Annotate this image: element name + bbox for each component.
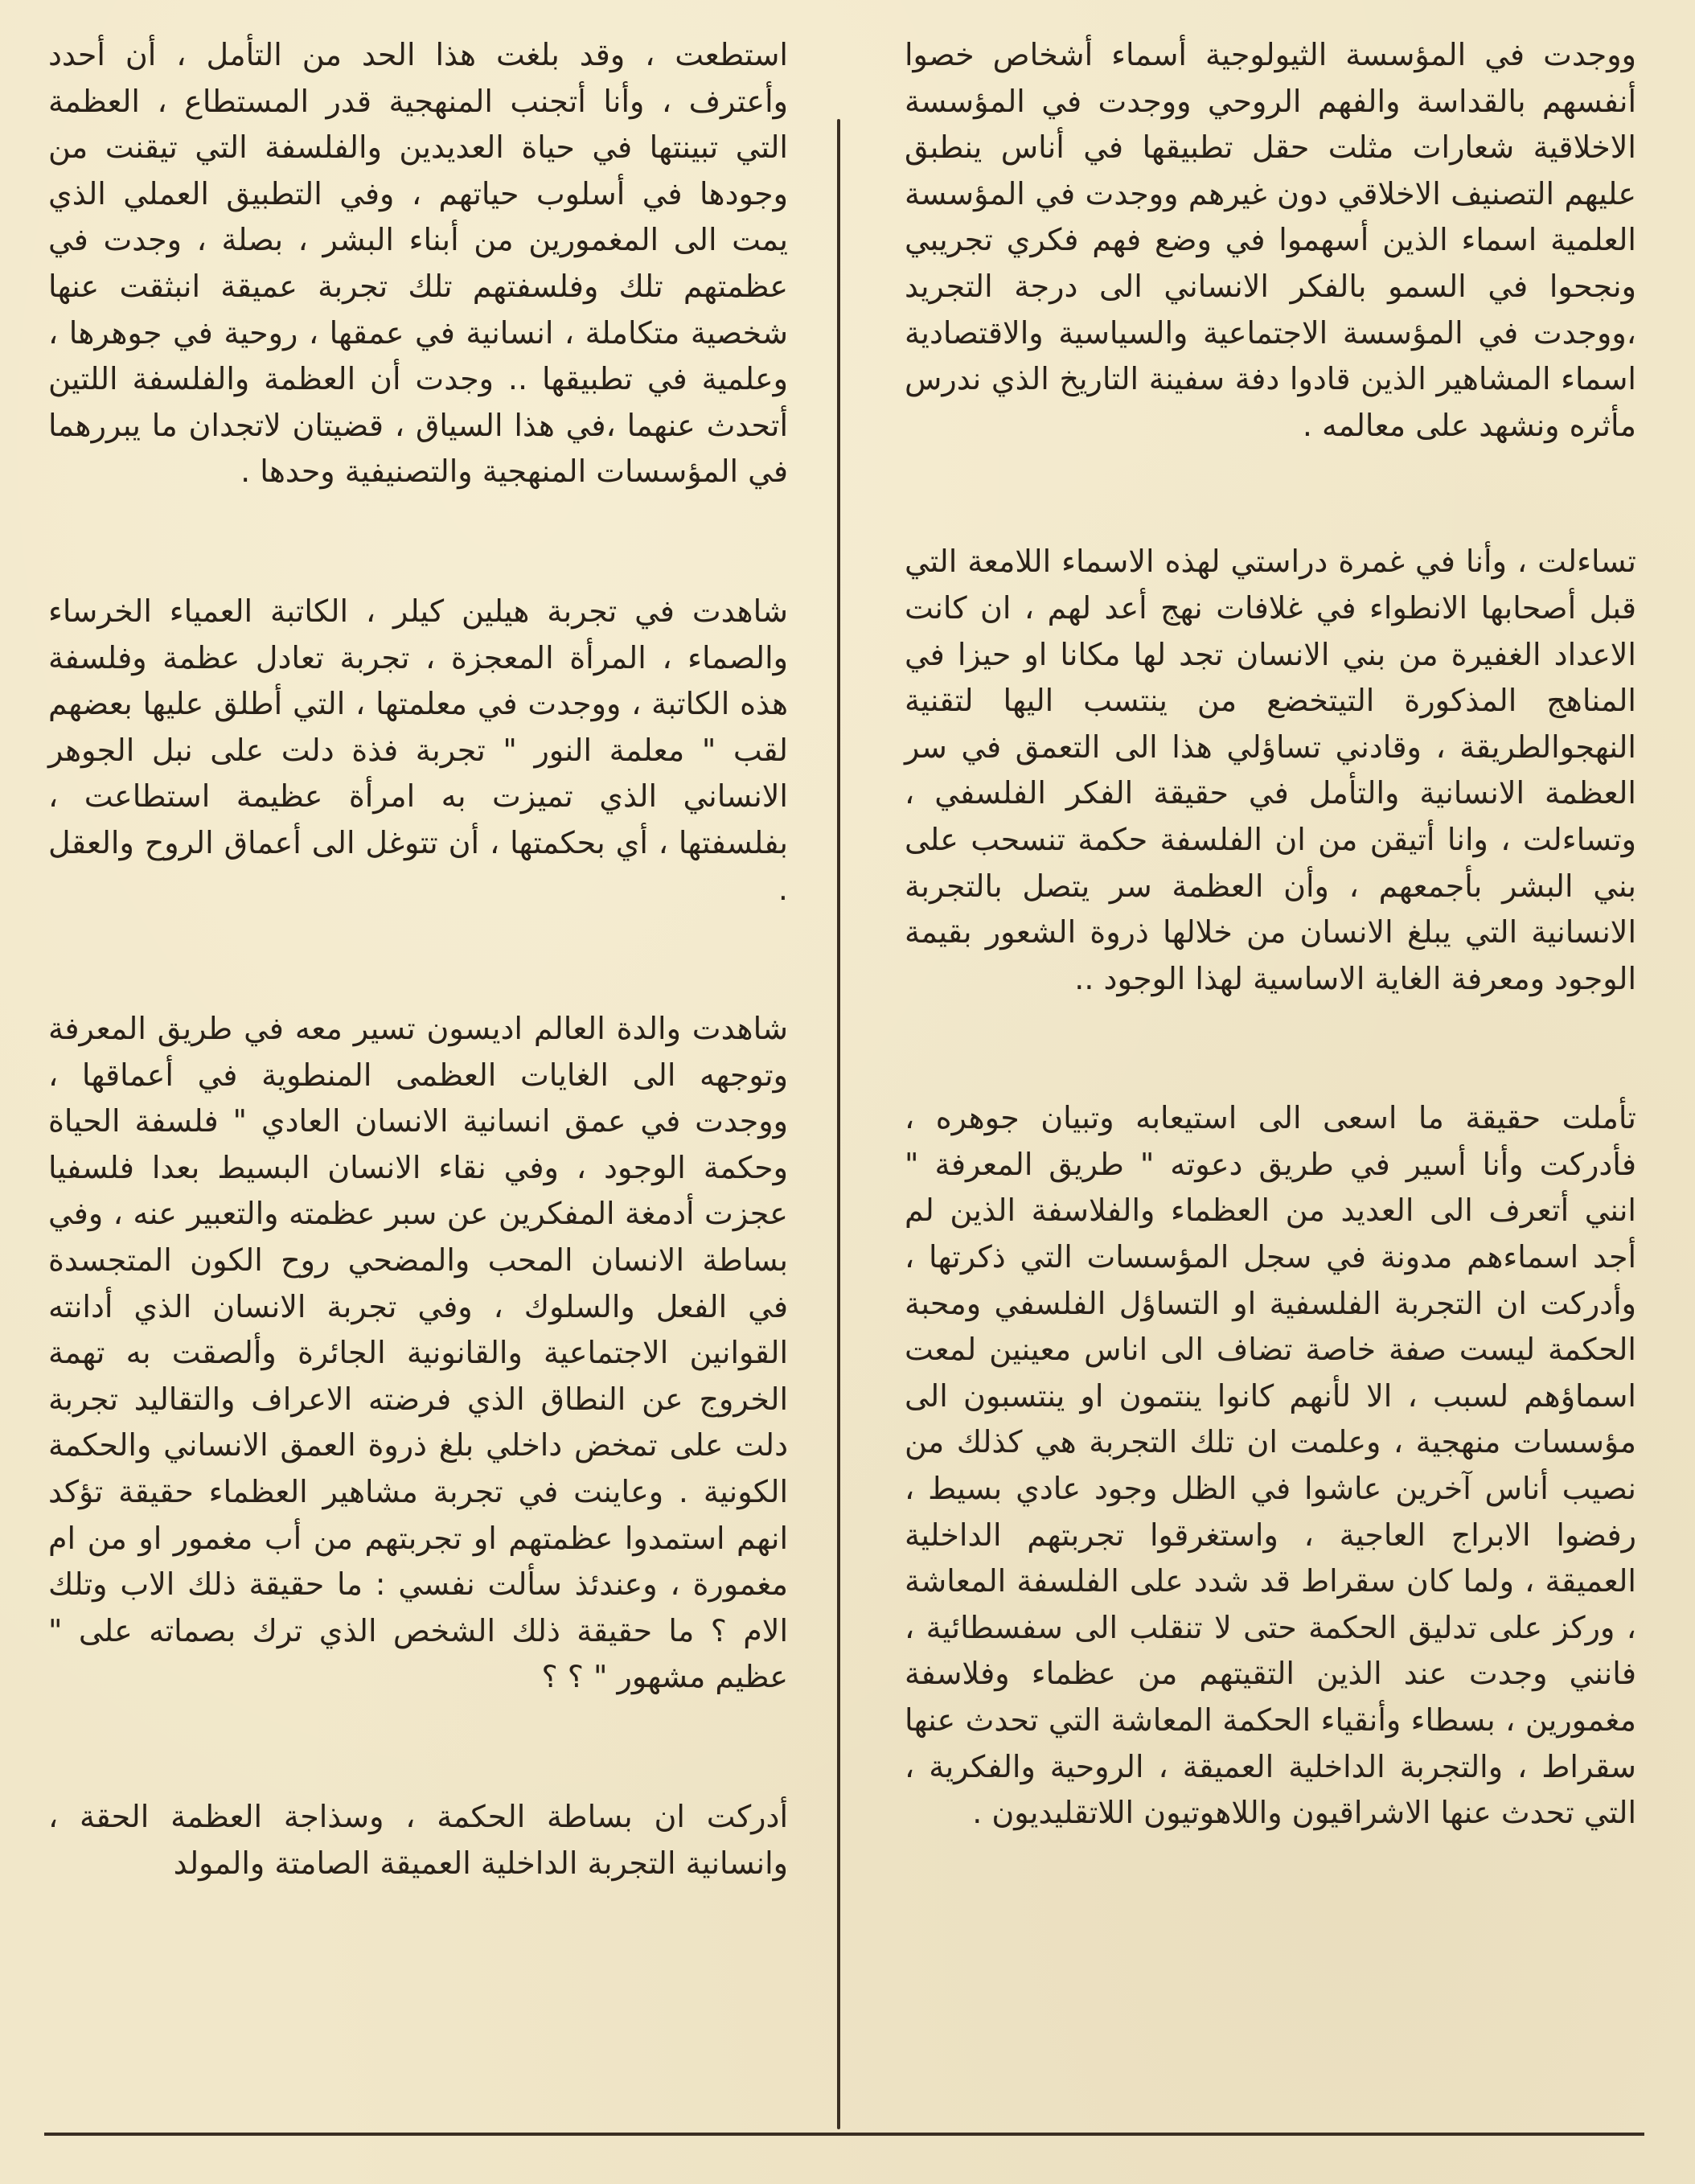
article-column-left — [48, 32, 788, 1886]
paragraph-spacer — [905, 449, 1636, 539]
paragraph-spacer — [48, 1701, 788, 1794]
bottom-rule — [44, 2133, 1644, 2136]
paragraph: تأملت حقيقة ما اسعى الى استيعابه وتبيان جوهره ، فأدركت وأنا أسير في طريق دعوته " طريق المعرفة " انني أتعرف الى العديد من العظماء والفلاسفة الذين لم أجد اسماءهم مدونة في سجل المؤسسات التي ذكرتها ، وأدركت ان التجربة الفلسفية او التساؤل الفلسفي ومحبة الحكمة ليست صفة خاصة تضاف الى اناس معينين لمعت اسماؤهم لسبب ، الا لأنهم كانوا ينتمون او ينتسبون الى مؤسسات منهجية ، وعلمت ان تلك التجربة هي كذلك من نصيب أناس آخرين عاشوا في الظل وجود عادي بسيط ، رفضوا الابراج العاجية ، واستغرقوا تجربتهم الداخلية العميقة ، ولما كان سقراط قد شدد على الفلسفة المعاشة ، وركز على تدليق الحكمة حتى لا تنقلب الى سفسطائية ، فانني وجدت عند الذين التقيتهم من عظماء وفلاسفة مغمورين ، بسطاء وأنقياء الحكمة المعاشة التي تحدث عنها سقراط ، والتجربة الداخلية العميقة ، الروحية والفكرية ، التي تحدث عنها الاشراقيون واللاهوتيون اللاتقليديون . — [905, 1100, 1636, 1831]
paragraph-spacer — [905, 1002, 1636, 1095]
paragraph: شاهدت في تجربة هيلين كيلر ، الكاتبة العمياء الخرساء والصماء ، المرأة المعجزة ، تجربة تعادل عظمة وفلسفة هذه الكاتبة ، ووجدت في معلمتها ، التي أطلق عليها بعضهم لقب " معلمة النور " تجربة فذة دلت على نبل الجوهر الانساني الذي تميزت به امرأة عظيمة استطاعت ، بفلسفتها ، أي بحكمتها ، أن تتوغل الى أعماق الروح والعقل . — [48, 593, 788, 907]
paragraph-spacer — [48, 913, 788, 1006]
paragraph: استطعت ، وقد بلغت هذا الحد من التأمل ، أن أحدد وأعترف ، وأنا أتجنب المنهجية قدر المستطاع ، العظمة التي تبينتها في حياة العديدين والفلسفة التي تيقنت من وجودها في أسلوب حياتهم ، وفي التطبيق العملي الذي يمت الى المغمورين من أبناء البشر ، بصلة ، وجدت في عظمتهم تلك وفلسفتهم تلك تجربة عميقة انبثقت عنها شخصية متكاملة ، انسانية في عمقها ، روحية في جوهرها ، وعلمية في تطبيقها .. وجدت أن العظمة والفلسفة اللتين أتحدث عنهما ،في هذا السياق ، قضيتان لاتجدان ما يبررهما في المؤسسات المنهجية والتصنيفية وحدها . — [48, 37, 788, 490]
paragraph: تساءلت ، وأنا في غمرة دراستي لهذه الاسماء اللامعة التي قبل أصحابها الانطواء في غلافات نهج أعد لهم ، ان كانت الاعداد الغفيرة من بني الانسان تجد لها مكانا او حيزا في المناهج المذكورة التيتخضع من ينتسب اليها لتقنية النهجوالطريقة ، وقادني تساؤلي هذا الى التعمق في سر العظمة الانسانية والتأمل في حقيقة الفكر الفلسفي ، وتساءلت ، وانا أتيقن من ان الفلسفة حكمة تنسحب على بني البشر بأجمعهم ، وأن العظمة سر يتصل بالتجربة الانسانية التي يبلغ الانسان من خلالها ذروة الشعور بقيمة الوجود ومعرفة الغاية الاساسية لهذا الوجود .. — [905, 544, 1636, 996]
column-divider — [837, 119, 840, 2129]
paragraph-spacer — [48, 495, 788, 589]
paragraph: أدركت ان بساطة الحكمة ، وسذاجة العظمة الحقة ، وانسانية التجربة الداخلية العميقة الصامتة والمولد — [48, 1799, 788, 1881]
article-column-right — [905, 32, 1636, 1837]
paragraph: شاهدت والدة العالم اديسون تسير معه في طريق المعرفة وتوجهه الى الغايات العظمى المنطوية في أعماقها ، ووجدت في عمق انسانية الانسان العادي " فلسفة الحياة وحكمة الوجود ، وفي نقاء الانسان البسيط بعدا فلسفيا عجزت أدمغة المفكرين عن سبر عظمته والتعبير عنه ، وفي بساطة الانسان المحب والمضحي روح الكون المتجسدة في الفعل والسلوك ، وفي تجربة الانسان الذي أدانته القوانين الاجتماعية والقانونية الجائرة وألصقت به تهمة الخروج عن النطاق الذي فرضته الاعراف والتقاليد تجربة دلت على تمخض داخلي بلغ ذروة العمق الانساني والحكمة الكونية . وعاينت في تجربة مشاهير العظماء حقيقة تؤكد انهم استمدوا عظمتهم او تجربتهم من أب مغمور او من ام مغمورة ، وعندئذ سألت نفسي : ما حقيقة ذلك الاب وتلك الام ؟ ما حقيقة ذلك الشخص الذي ترك بصماته على " عظيم مشهور " ؟ ؟ — [48, 1011, 788, 1695]
paragraph: ووجدت في المؤسسة الثيولوجية أسماء أشخاص خصوا أنفسهم بالقداسة والفهم الروحي ووجدت في المؤسسة الاخلاقية شعارات مثلت حقل تطبيقها في أناس ينطبق عليهم التصنيف الاخلاقي دون غيرهم ووجدت في المؤسسة العلمية اسماء الذين أسهموا في وضع فهم فكري تجريبي ونجحوا في السمو بالفكر الانساني الى درجة التجريد ،ووجدت في المؤسسة الاجتماعية والسياسية والاقتصادية اسماء المشاهير الذين قادوا دفة سفينة التاريخ الذي ندرس مأثره ونشهد على معالمه . — [905, 37, 1636, 443]
